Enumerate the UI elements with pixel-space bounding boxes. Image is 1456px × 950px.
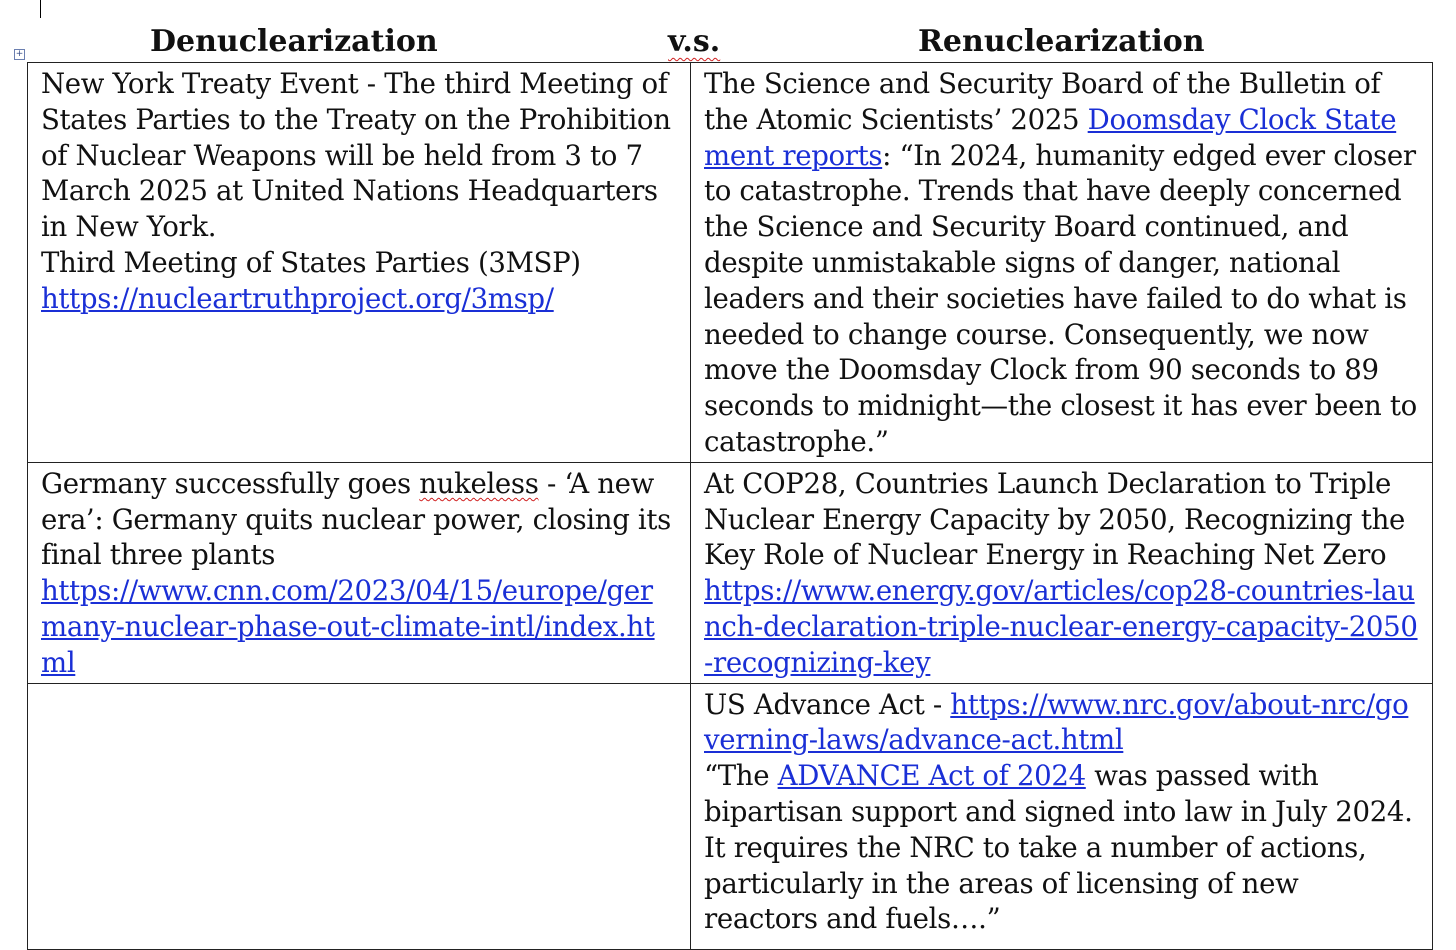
3msp-link[interactable]: https://nucleartruthproject.org/3msp/: [41, 281, 554, 315]
header-renuclearization: Renuclearization: [918, 24, 1205, 59]
cell-denuclearization-empty[interactable]: [28, 683, 691, 949]
header-vs: v.s.: [668, 24, 721, 59]
doomsday-quote-text: : “In 2024, humanity edged ever closer to catastrophe. Trends that have deeply concerned the Science and Security Board continued, and despite unmistakable signs of danger, national leaders and their societies have failed to do what is needed to change course. Consequently, we now move the Doomsday Clock from 90 seconds to 89 seconds to midnight—the closest it has ever been to catastrophe.”: [704, 138, 1417, 458]
cnn-link[interactable]: https://www.cnn.com/2023/04/15/europe/germany-nuclear-phase-out-climate-intl/index.html: [41, 574, 655, 679]
cop28-title: At COP28, Countries Launch Declaration to Triple Nuclear Energy Capacity by 2050, Recognizing the Key Role of Nuclear Energy in Reaching Net Zero: [704, 466, 1405, 572]
header-denuclearization: Denuclearization: [150, 24, 438, 59]
advance-quote-open: “The: [704, 759, 778, 793]
doomsday-intro-text: The Science and Security Board of the Bulletin of the Atomic Scientists’ 2025: [704, 67, 1381, 136]
advance-quote-text: was passed with bipartisan support and signed into law in July 2024. It requires the NRC to take a number of actions, particularly in the areas of licensing of new reactors and fuels….”: [704, 759, 1413, 936]
comparison-table: [27, 62, 1433, 950]
advance-act-link[interactable]: ADVANCE Act of 2024: [777, 759, 1086, 793]
table-row: [28, 462, 1433, 683]
cell-renuclearization[interactable]: [691, 63, 1433, 463]
doomsday-clock-link[interactable]: Doomsday Clock Statement reports: [704, 102, 1397, 172]
new-york-treaty-text: New York Treaty Event - The third Meeting of States Parties to the Treaty on the Prohibition of Nuclear Weapons will be held from 3 to 7 March 2025 at United Nations Headquarters in New York.: [41, 67, 671, 244]
table-row: [28, 63, 1433, 463]
germany-headline-text: - ‘A new era’: Germany quits nuclear power, closing its final three plants: [41, 466, 671, 572]
table-move-handle-icon[interactable]: +: [15, 49, 24, 59]
nrc-link[interactable]: https://www.nrc.gov/about-nrc/governing-laws/advance-act.html: [704, 687, 1409, 757]
text-cursor: [40, 0, 41, 18]
cell-renuclearization[interactable]: [691, 462, 1433, 683]
cell-renuclearization[interactable]: [691, 683, 1433, 949]
energy-gov-link[interactable]: https://www.energy.gov/articles/cop28-countries-launch-declaration-triple-nuclear-energy-capacity-2050-recognizing-key: [704, 574, 1418, 679]
cell-denuclearization[interactable]: [28, 63, 691, 463]
3msp-title: Third Meeting of States Parties (3MSP): [41, 245, 581, 279]
table-row: [28, 683, 1433, 949]
germany-intro-text: Germany successfully goes: [41, 466, 420, 500]
cell-denuclearization[interactable]: [28, 462, 691, 683]
advance-act-label: US Advance Act -: [704, 687, 951, 721]
spellcheck-word: nukeless: [419, 466, 539, 500]
